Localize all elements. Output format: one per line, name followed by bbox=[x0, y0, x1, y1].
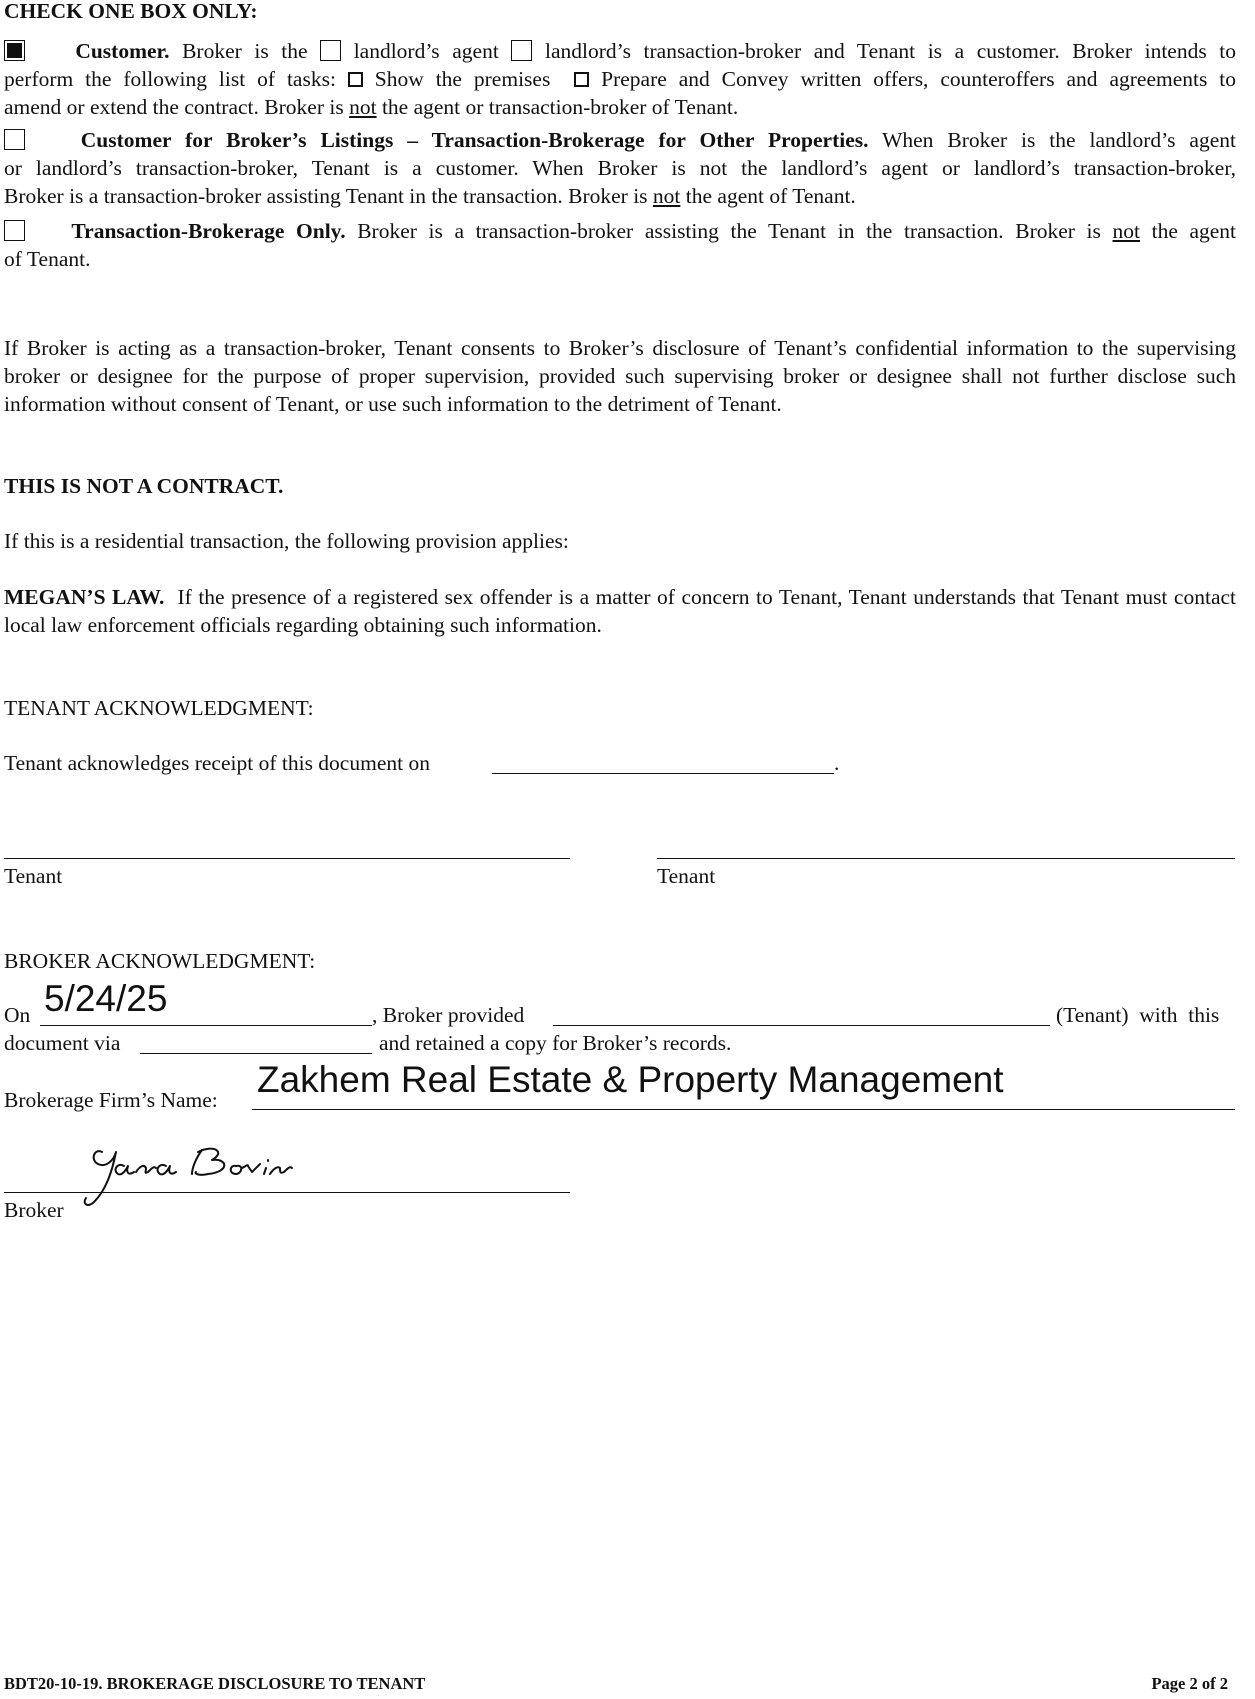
consent-paragraph: If Broker is acting as a transaction-broker, Tenant consents to Broker’s disclosure of Tenant’s confidential information to the supervising broker or designee for the purpose of proper supervision, provided such supervising broker or designee shall not further disclose such information without consent of Tenant, or use such information to the detriment of Tenant. bbox=[4, 336, 1236, 416]
prepare-convey-checkbox[interactable] bbox=[574, 72, 589, 87]
tenant-label-left: Tenant bbox=[4, 864, 63, 888]
customer-listings-checkbox[interactable] bbox=[4, 129, 25, 150]
residential-note: If this is a residential transaction, the following provision applies: bbox=[4, 529, 569, 553]
firm-name-label: Brokerage Firm’s Name: bbox=[4, 1088, 218, 1112]
footer-form-id: BDT20-10-19. BROKERAGE DISCLOSURE TO TENANT bbox=[4, 1674, 426, 1693]
tenant-ack-heading: TENANT ACKNOWLEDGMENT: bbox=[4, 696, 314, 720]
customer-line3: amend or extend the contract. Broker is bbox=[4, 95, 350, 119]
customer-text-2: landlord’s transaction-broker and Tenant is a customer. Broker intends to bbox=[544, 39, 1236, 63]
customer-listings-title: Customer for Broker’s Listings – Transaction-Brokerage for Other Properties. bbox=[80, 128, 869, 152]
show-premises-label: Show the premises bbox=[374, 67, 551, 91]
customer-not: not bbox=[349, 95, 377, 119]
customer-title: Customer. bbox=[75, 39, 170, 63]
tenant-suffix: (Tenant) with this bbox=[1056, 1003, 1220, 1027]
customer-listings-line2: or landlord’s transaction-broker, Tenant is a customer. When Broker is not the landlord’s agent or landlord’s transaction-broker, bbox=[4, 156, 1236, 180]
transaction-brokerage-not: not bbox=[1112, 219, 1140, 243]
customer-line3-end: the agent or transaction-broker of Tenant. bbox=[376, 95, 739, 119]
megans-law-text: If the presence of a registered sex offender is a matter of concern to Tenant, Tenant understands that Tenant must contact local law enforcement officials regarding obtaining such information. bbox=[4, 585, 1237, 637]
document-via-line[interactable] bbox=[140, 1053, 372, 1054]
signature-stroke-7 bbox=[270, 1167, 292, 1174]
footer-page-number: Page 2 of 2 bbox=[1151, 1674, 1228, 1693]
option-customer bbox=[4, 37, 1236, 121]
landlord-agent-label: landlord’s agent bbox=[353, 39, 499, 63]
signature-stroke-5 bbox=[192, 1149, 224, 1175]
tenant-signature-line-left[interactable] bbox=[4, 858, 570, 859]
option-customer-for-listings bbox=[4, 126, 1236, 210]
broker-date-value[interactable]: 5/24/25 bbox=[44, 978, 168, 1019]
customer-text: Broker is the bbox=[182, 39, 308, 63]
broker-date-line bbox=[40, 1025, 372, 1026]
signature-stroke-4 bbox=[158, 1165, 176, 1174]
broker-signature-line[interactable] bbox=[4, 1192, 570, 1193]
customer-listings-not: not bbox=[652, 184, 681, 208]
transaction-brokerage-text: Broker is a transaction-broker assisting the Tenant in the transaction. Broker is bbox=[357, 219, 1113, 243]
broker-ack-heading: BROKER ACKNOWLEDGMENT: bbox=[4, 949, 316, 973]
signature-stroke-2 bbox=[116, 1165, 134, 1174]
customer-listings-line3: Broker is a transaction-broker assisting Tenant in the transaction. Broker is bbox=[4, 184, 653, 208]
receipt-date-line[interactable] bbox=[492, 773, 834, 774]
option-transaction-brokerage bbox=[4, 217, 1236, 273]
retained-copy-text: and retained a copy for Broker’s records. bbox=[379, 1031, 732, 1055]
on-label: On bbox=[4, 1003, 31, 1027]
tenant-receipt-text: Tenant acknowledges receipt of this document on bbox=[4, 751, 430, 775]
transaction-brokerage-checkbox[interactable] bbox=[4, 220, 25, 241]
transaction-brokerage-title: Transaction-Brokerage Only. bbox=[71, 219, 346, 243]
not-contract-heading: THIS IS NOT A CONTRACT. bbox=[4, 474, 284, 498]
broker-label: Broker bbox=[4, 1198, 64, 1222]
signature-stroke-3 bbox=[136, 1166, 156, 1173]
customer-listings-line3-end: the agent of Tenant. bbox=[680, 184, 856, 208]
tasks-label: perform the following list of tasks: bbox=[4, 67, 336, 91]
show-premises-checkbox[interactable] bbox=[348, 72, 363, 87]
transaction-brokerage-text-end: the agent bbox=[1140, 219, 1237, 243]
customer-checkbox[interactable] bbox=[4, 40, 25, 61]
firm-name-line bbox=[252, 1109, 1235, 1110]
landlord-agent-checkbox[interactable] bbox=[320, 40, 341, 61]
tenant-label-right: Tenant bbox=[657, 864, 716, 888]
megans-law-paragraph bbox=[4, 583, 1236, 639]
signature-stroke-1 bbox=[85, 1151, 116, 1205]
firm-name-value[interactable]: Zakhem Real Estate & Property Management bbox=[257, 1059, 1004, 1100]
tenant-signature-line-right[interactable] bbox=[657, 858, 1235, 859]
broker-signature bbox=[80, 1138, 330, 1208]
customer-listings-text: When Broker is the landlord’s agent bbox=[882, 128, 1236, 152]
receipt-period: . bbox=[834, 751, 840, 775]
prepare-convey-label: Prepare and Convey written offers, counteroffers and agreements to bbox=[601, 67, 1237, 91]
landlord-transaction-broker-checkbox[interactable] bbox=[511, 40, 532, 61]
document-via-label: document via bbox=[4, 1031, 121, 1055]
megans-law-title: MEGAN’S LAW. bbox=[4, 585, 165, 609]
check-one-heading: CHECK ONE BOX ONLY: bbox=[4, 0, 258, 23]
transaction-brokerage-line2: of Tenant. bbox=[4, 247, 91, 271]
signature-stroke-6 bbox=[231, 1160, 268, 1174]
tenant-name-line[interactable] bbox=[553, 1025, 1050, 1026]
broker-provided-text: , Broker provided bbox=[372, 1003, 525, 1027]
